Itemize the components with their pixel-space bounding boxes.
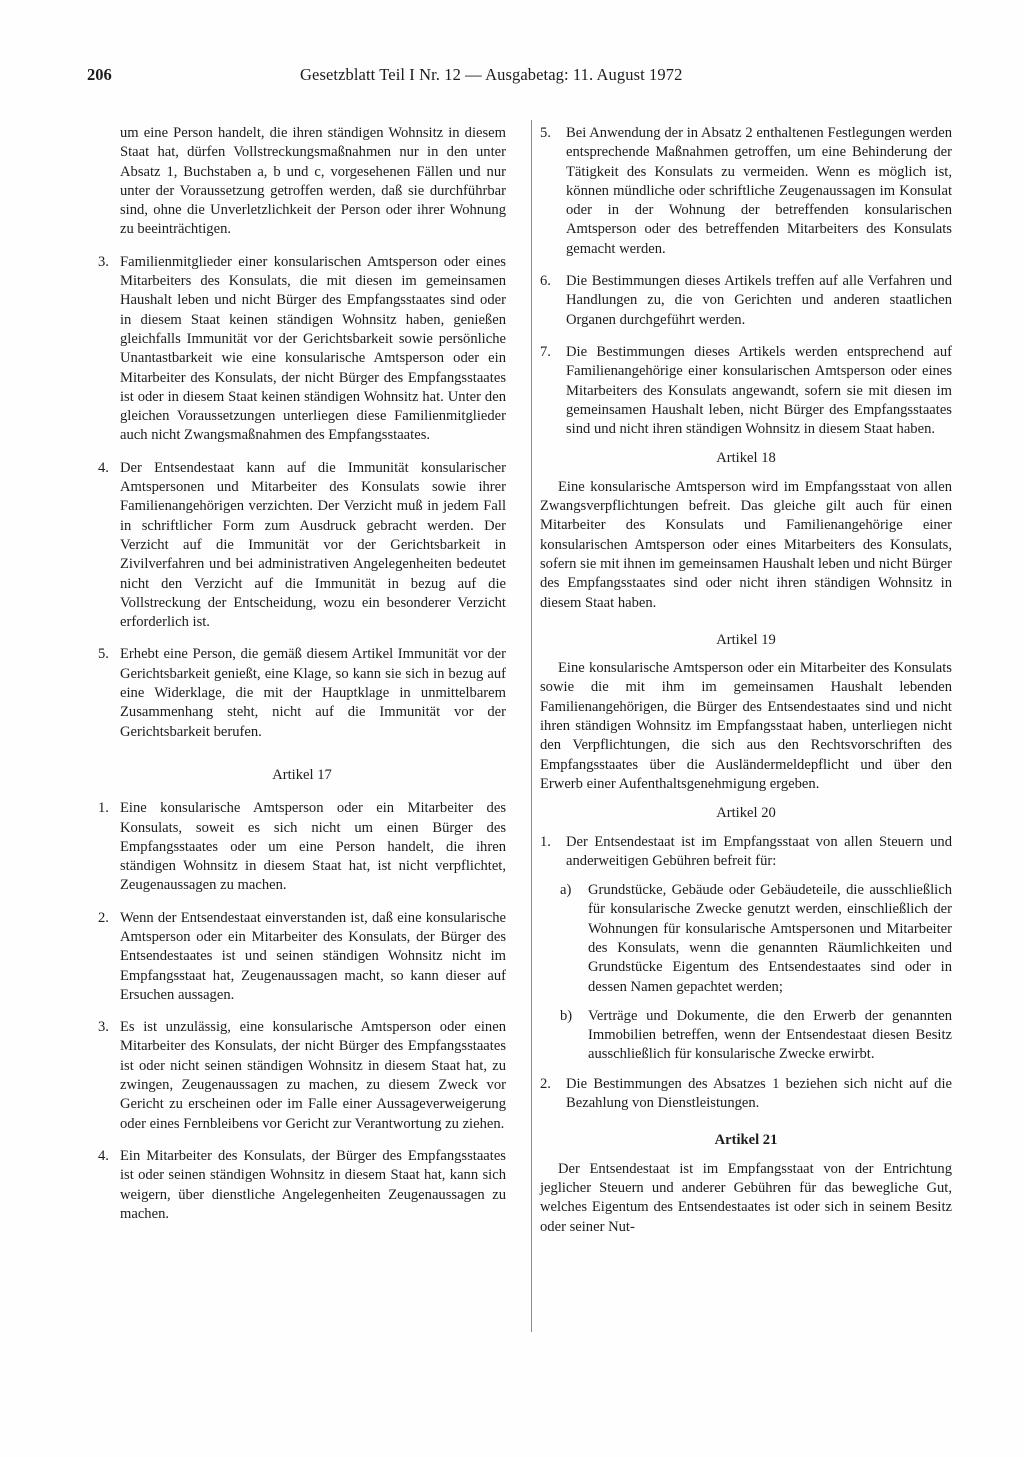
item-number: 2.	[540, 1075, 551, 1092]
art16-item-4	[98, 459, 506, 633]
item-number: 5.	[98, 646, 109, 663]
art17-item-6	[540, 272, 952, 330]
art17-item-1	[98, 799, 506, 895]
item-text: Es ist unzulässig, eine konsularische Amtsperson oder einen Mitarbeiter des Konsulats, der nicht Bürger des Empfangsstaates ist oder nicht seinen ständigen Wohnsitz in diesem Staat hat, zu zwingen, Zeugenaussagen zu machen, zu diesem Zweck vor Gericht zu erscheinen oder im Falle einer Aussageverweigerung oder eines Fernbleibens vor Gericht zur Verantwortung zu ziehen.	[120, 1019, 506, 1132]
continuation-paragraph: um eine Person handelt, die ihren ständigen Wohnsitz in diesem Staat hat, dürfen Vollstreckungsmaßnahmen nur in den unter Absatz 1, Buchstaben a, b und c, vorgesehenen Fällen und nur unter der Voraussetzung getroffen werden, daß sie durchführbar sind, ohne die Unverletzlichkeit der Person oder ihrer Wohnung zu beeinträchtigen.	[120, 125, 506, 238]
art16-item-3	[98, 253, 506, 446]
article-18-text: Eine konsularische Amtsperson wird im Empfangsstaat von allen Zwangsverpflichtungen befreit. Das gleiche gilt auch für einen Mitarbeiter des Konsulats und Familienangehörige einer konsularischen Amtsperson oder eines Mitarbeiters des Konsulats, sofern sie mit ihnen im gemeinsamen Haushalt leben und nicht Bürger des Empfangsstaates sind oder nicht ihren ständigen Wohnsitz in diesem Staat haben.	[540, 478, 952, 611]
art17-item-3	[98, 1018, 506, 1134]
item-number: b)	[560, 1007, 573, 1024]
art16-item-5	[98, 645, 506, 741]
article-20-heading: Artikel 20	[716, 805, 776, 822]
item-text: Der Entsendestaat kann auf die Immunität konsularischer Amtspersonen und Mitarbeiter des Konsulats sowie ihrer Familienangehörigen verzichten. Der Verzicht muß in jedem Fall in schriftlicher Form zum Ausdruck gebracht werden. Der Verzicht auf die Immunität vor der Gerichtsbarkeit in Zivilverfahren und bei administrativen Angelegenheiten bedeutet nicht den Verzicht auf die Immunität in bezug auf die Vollstreckung der Entscheidung, wozu ein besonderer Verzicht erforderlich ist.	[120, 459, 506, 631]
art20-subitem-a	[540, 881, 952, 997]
article-19-heading: Artikel 19	[716, 631, 776, 648]
running-title: Gesetzblatt Teil I Nr. 12 — Ausgabetag: 11. August 1972	[300, 65, 683, 84]
item-text: Erhebt eine Person, die gemäß diesem Artikel Immunität vor der Gerichtsbarkeit genießt, eine Klage, so kann sie sich in bezug auf eine Widerklage, die mit der Hauptklage in unmittelbarem Zusammenhang steht, nicht auf die Immunität vor der Gerichtsbarkeit berufen.	[120, 646, 506, 740]
article-21-heading: Artikel 21	[714, 1132, 778, 1149]
page-number: 206	[87, 65, 112, 84]
item-text: Grundstücke, Gebäude oder Gebäudeteile, die ausschließlich für konsularische Zwecke genutzt werden, einschließlich der Wohnungen für konsularische Amtspersonen und Mitarbeiter des Konsulats, wenn die genannten Räumlichkeiten und Grundstücke Eigentum des Entsendestaates sind oder in dessen Namen gepachtet werden;	[588, 882, 952, 995]
article-19-text: Eine konsularische Amtsperson oder ein Mitarbeiter des Konsulats sowie die mit ihm im gemeinsamen Haushalt lebenden Familienangehörigen, die Bürger des Entsendestaates sind und nicht ihren ständigen Wohnsitz im Empfangsstaat haben, unterliegen nicht den Verpflichtungen, die sich aus den Rechtsvorschriften des Empfangsstaates über die Ausländermeldepflicht und über den Erwerb einer Aufenthaltsgenehmigung ergeben.	[540, 660, 952, 792]
item-text: Verträge und Dokumente, die den Erwerb der genannten Immobilien betreffen, wenn der Entsendestaat diesen Besitz ausschließlich für konsularische Zwecke erwirbt.	[588, 1007, 952, 1063]
item-number: 1.	[540, 833, 551, 850]
article-18-heading: Artikel 18	[716, 450, 776, 467]
item-text: Ein Mitarbeiter des Konsulats, der Bürger des Empfangsstaates ist oder seinen ständigen Wohnsitz in diesem Staat hat, kann sich weigern, über dienstliche Angelegenheiten Zeugenaussagen zu machen.	[120, 1147, 506, 1222]
left-column	[98, 124, 506, 1224]
art17-item-4	[98, 1147, 506, 1224]
item-text: Die Bestimmungen des Absatzes 1 beziehen sich nicht auf die Bezahlung von Dienstleistungen.	[566, 1075, 952, 1112]
item-number: 6.	[540, 273, 551, 290]
item-text: Eine konsularische Amtsperson oder ein Mitarbeiter des Konsulats, soweit es sich nicht um einen Bürger des Empfangsstaates oder um eine Person handelt, die ihren ständigen Wohnsitz in diesem Staat hat, ist nicht verpflichtet, Zeugenaussagen zu machen.	[120, 800, 506, 894]
item-text: Die Bestimmungen dieses Artikels werden entsprechend auf Familienangehörige einer konsularischen Amtsperson oder eines Mitarbeiters des Konsulats angewandt, sofern sie mit diesen im gemeinsamen Haushalt leben, nicht Bürger des Empfangsstaates sind und nicht ihren ständigen Wohnsitz in diesem Staat haben.	[566, 343, 952, 438]
right-column	[540, 124, 952, 1237]
item-number: 1.	[98, 800, 109, 817]
item-number: 3.	[98, 1019, 109, 1036]
item-number: 2.	[98, 909, 109, 926]
art20-item-2	[540, 1075, 952, 1114]
item-number: 7.	[540, 343, 551, 360]
art17-item-5	[540, 124, 952, 259]
item-text: Bei Anwendung der in Absatz 2 enthaltenen Festlegungen werden entsprechende Maßnahmen getroffen, um eine Behinderung der Tätigkeit des Konsulats zu vermeiden. Wenn es möglich ist, können mündliche oder schriftliche Zeugenaussagen im Konsulat oder in der Wohnung der betreffenden konsularischen Amtsperson oder des betreffenden Mitarbeiters des Konsulats gemacht werden.	[566, 125, 952, 257]
art20-subitem-b	[540, 1007, 952, 1065]
item-number: 4.	[98, 459, 109, 476]
item-number: a)	[560, 882, 572, 899]
item-number: 4.	[98, 1147, 109, 1164]
art20-item-1	[540, 833, 952, 872]
item-text: Die Bestimmungen dieses Artikels treffen auf alle Verfahren und Handlungen zu, die von Gerichten und anderen staatlichen Organen durchgeführt werden.	[566, 273, 952, 328]
art17-item-2	[98, 909, 506, 1005]
item-text: Der Entsendestaat ist im Empfangsstaat von allen Steuern und anderweitigen Gebühren befreit für:	[566, 833, 952, 869]
art17-item-7	[540, 343, 952, 439]
item-number: 3.	[98, 253, 109, 270]
column-divider	[531, 120, 532, 1332]
item-text: Familienmitglieder einer konsularischen Amtsperson oder eines Mitarbeiters des Konsulats, die mit diesen im gemeinsamen Haushalt leben und nicht Bürger des Empfangsstaates sind oder in diesem Staat keinen ständigen Wohnsitz haben, genießen gleichfalls Immunität vor der Gerichtsbarkeit sowie persönliche Unantastbarkeit wie eine konsularische Amtsperson oder ein Mitarbeiter des Konsulats, der nicht Bürger des Empfangsstaates ist oder in diesem Staat keinen ständigen Wohnsitz hat. Unter den gleichen Voraussetzungen unterliegen diese Familienmitglieder auch nicht Zwangsmaßnahmen des Empfangsstaates.	[120, 253, 506, 444]
article-17-heading: Artikel 17	[272, 766, 332, 783]
item-text: Wenn der Entsendestaat einverstanden ist, daß eine konsularische Amtsperson oder ein Mitarbeiter des Konsulats, der Bürger des Entsendestaates ist und seinen ständigen Wohnsitz nicht im Empfangsstaat hat, Zeugenaussagen macht, so kann dieser auf Ersuchen aussagen.	[120, 909, 506, 1003]
article-21-text: Der Entsendestaat ist im Empfangsstaat von der Entrichtung jeglicher Steuern und anderer Gebühren für das bewegliche Gut, welches Eigentum des Entsendestaates ist oder sich in seinem Besitz oder seiner Nut-	[540, 1160, 952, 1235]
item-number: 5.	[540, 125, 551, 141]
